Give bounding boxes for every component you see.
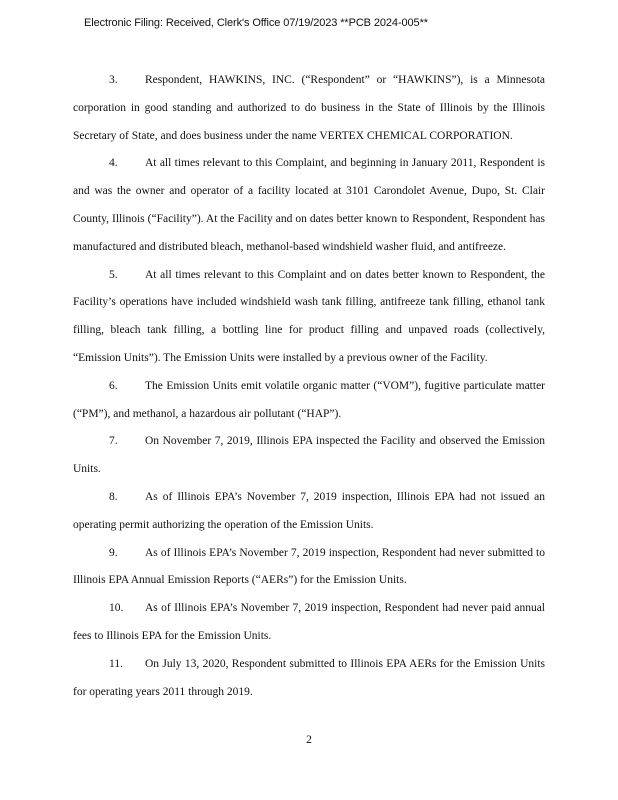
paragraph-number: 6. [109, 379, 118, 392]
paragraph-text: On November 7, 2019, Illinois EPA inspected the Facility and observed the Emission Units. [73, 435, 545, 476]
paragraph-number: 11. [109, 657, 123, 670]
paragraph-number: 9. [109, 546, 118, 559]
paragraph-10 [73, 595, 545, 651]
paragraph-text: At all times relevant to this Complaint and on dates better known to Respondent, the Facility’s operations have included windshield wash tank filling, antifreeze tank filling, ethanol tank filling, bleach tank filling, a bottling line for product filling and unpaved roads (collectively, “Emission Units”). The Emission Units were installed by a previous owner of the Facility. [73, 268, 545, 364]
paragraph-6 [73, 373, 545, 429]
paragraph-text: Respondent, HAWKINS, INC. (“Respondent” or “HAWKINS”), is a Minnesota corporation in good standing and authorized to do business in the State of Illinois by the Illinois Secretary of State, and does business under the name VERTEX CHEMICAL CORPORATION. [73, 74, 545, 142]
filing-header-stamp: Electronic Filing: Received, Clerk's Office 07/19/2023 **PCB 2024-005** [84, 17, 428, 29]
paragraph-text: As of Illinois EPA’s November 7, 2019 inspection, Illinois EPA had not issued an operating permit authorizing the operation of the Emission Units. [73, 490, 545, 531]
paragraph-8 [73, 484, 545, 540]
paragraph-number: 4. [109, 157, 118, 170]
paragraph-5 [73, 262, 545, 373]
complaint-body [73, 67, 545, 706]
paragraph-text: As of Illinois EPA’s November 7, 2019 inspection, Respondent had never paid annual fees to Illinois EPA for the Emission Units. [73, 602, 545, 642]
paragraph-11 [73, 651, 545, 707]
paragraph-number: 10. [109, 602, 124, 615]
page-number: 2 [306, 734, 312, 746]
paragraph-3 [73, 67, 545, 150]
paragraph-text: On July 13, 2020, Respondent submitted to Illinois EPA AERs for the Emission Units for operating years 2011 through 2019. [73, 657, 545, 698]
paragraph-number: 3. [109, 74, 118, 86]
paragraph-7 [73, 428, 545, 484]
paragraph-number: 7. [109, 435, 118, 448]
paragraph-text: As of Illinois EPA’s November 7, 2019 inspection, Respondent had never submitted to Illinois EPA Annual Emission Reports (“AERs”) for the Emission Units. [73, 546, 545, 587]
paragraph-text: The Emission Units emit volatile organic matter (“VOM”), fugitive particulate matter (“PM”), and methanol, a hazardous air pollutant (“HAP”). [73, 379, 545, 420]
paragraph-number: 8. [109, 490, 118, 503]
paragraph-4 [73, 150, 545, 261]
paragraph-9 [73, 540, 545, 596]
paragraph-number: 5. [109, 268, 118, 281]
paragraph-text: At all times relevant to this Complaint, and beginning in January 2011, Respondent is and was the owner and operator of a facility located at 3101 Carondolet Avenue, Dupo, St. Clair County, Illinois (“Facility”). At the Facility and on dates better known to Respondent, Respondent has manufactured and distributed bleach, methanol-based windshield washer fluid, and antifreeze. [73, 157, 545, 253]
